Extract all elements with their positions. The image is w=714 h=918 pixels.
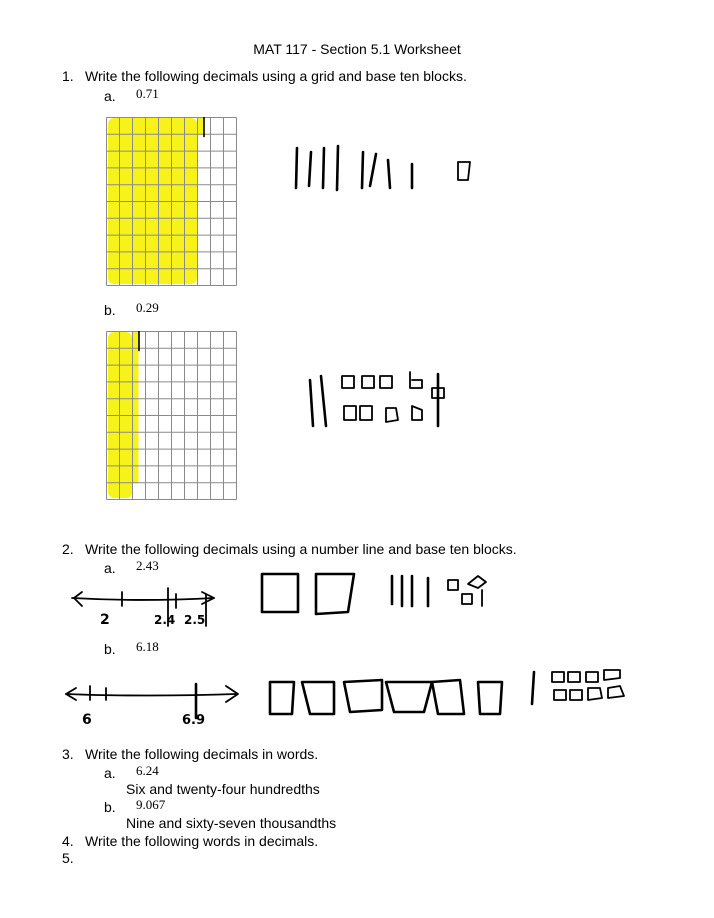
q1a-hundred-grid [106, 117, 238, 287]
q2a-number-line-sketch [68, 582, 228, 634]
q3a-value: 6.24 [136, 763, 159, 778]
q2b-letter: b. [104, 641, 116, 657]
q1a-letter: a. [104, 88, 116, 104]
q2a-label-2: 2 [100, 612, 110, 628]
q2a-value: 2.43 [136, 558, 159, 573]
q2b-label-6-9: 6.9 [182, 713, 206, 728]
q2b-value: 6.18 [136, 639, 159, 654]
question-1-number: 1. [62, 68, 74, 84]
q1b-base-ten-blocks-sketch [300, 368, 460, 438]
q2a-label-2-5: 2.5 [184, 613, 206, 627]
q1b-letter: b. [104, 302, 116, 318]
q1b-value: 0.29 [136, 300, 159, 315]
question-4-number: 4. [62, 833, 74, 849]
question-2-number: 2. [62, 541, 74, 557]
q2b-base-ten-blocks-sketch [264, 666, 644, 722]
q2b-number-line-sketch [62, 680, 242, 728]
q2a-letter: a. [104, 560, 116, 576]
q3b-answer: Nine and sixty-seven thousandths [126, 815, 337, 831]
q3b-value: 9.067 [136, 797, 166, 812]
q3a-letter: a. [104, 765, 116, 781]
q1a-value: 0.71 [136, 86, 159, 101]
q2a-base-ten-blocks-sketch [256, 566, 496, 622]
question-2-text: Write the following decimals using a number line and base ten blocks. [85, 541, 517, 557]
question-5-number: 5. [62, 850, 74, 866]
question-1-text: Write the following decimals using a grid and base ten blocks. [85, 68, 467, 84]
page-title: MAT 117 - Section 5.1 Worksheet [253, 41, 461, 57]
q2b-label-6: 6 [82, 712, 92, 728]
question-3-text: Write the following decimals in words. [85, 746, 319, 762]
q3b-letter: b. [104, 799, 116, 815]
q1b-hundred-grid [106, 331, 238, 501]
q1a-base-ten-blocks-sketch [290, 140, 480, 200]
question-4-text: Write the following words in decimals. [85, 833, 319, 849]
q3a-answer: Six and twenty-four hundredths [126, 781, 320, 797]
question-3-number: 3. [62, 746, 74, 762]
q2a-label-2-4: 2.4 [154, 613, 176, 627]
